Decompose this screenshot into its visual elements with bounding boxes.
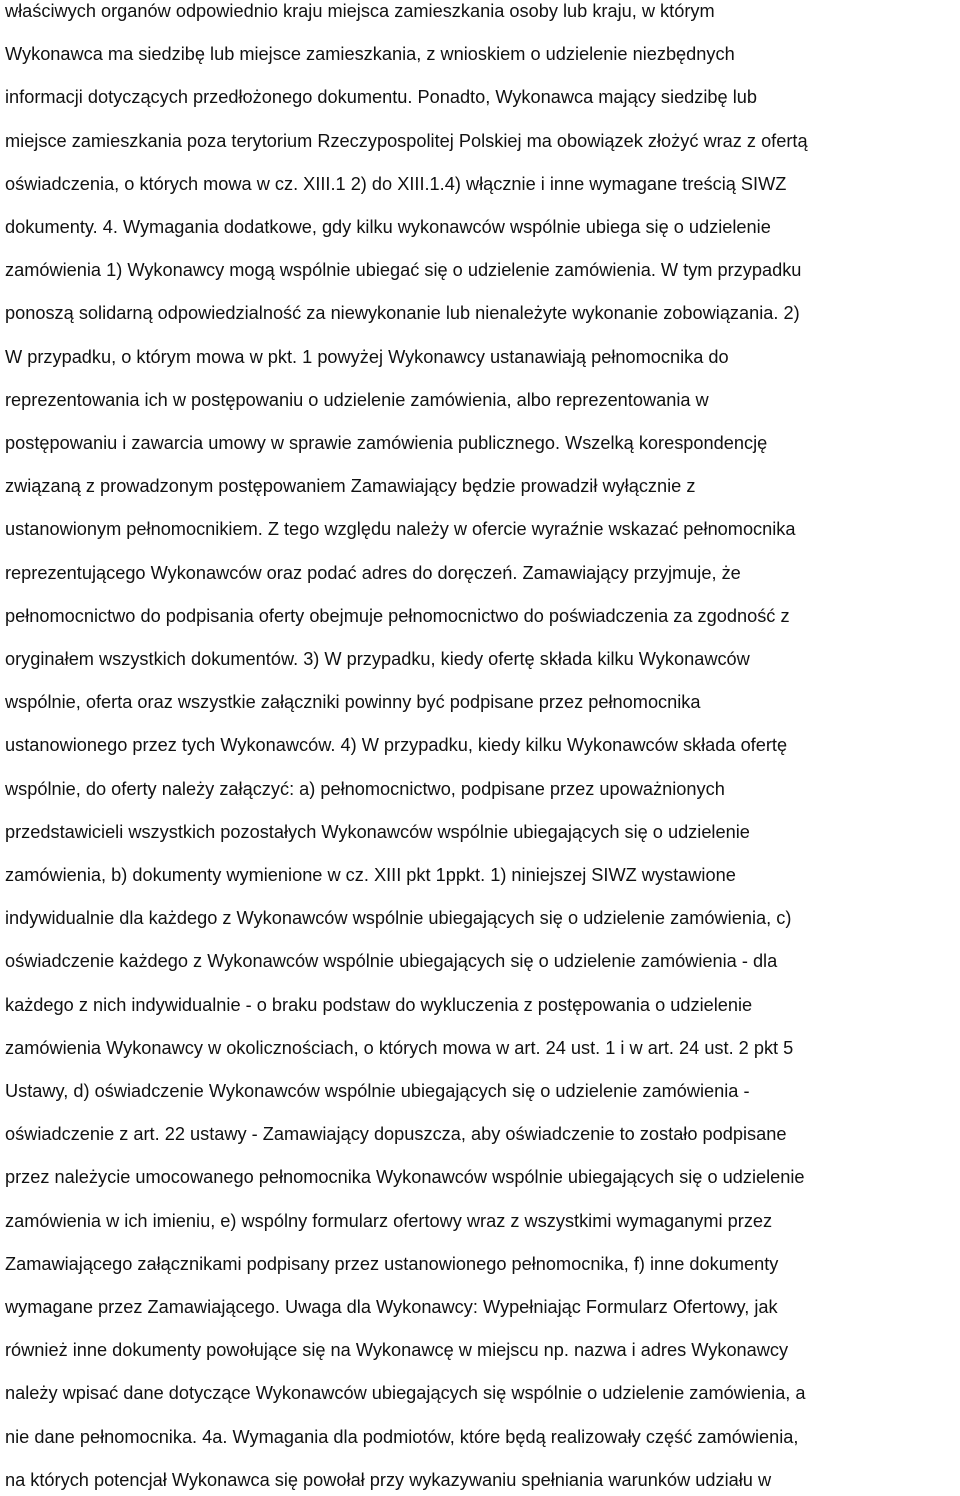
text-line: wspólnie, do oferty należy załączyć: a) pełnomocnictwo, podpisane przez upoważnionych — [5, 779, 725, 799]
text-line: W przypadku, o którym mowa w pkt. 1 powyżej Wykonawcy ustanawiają pełnomocnika do — [5, 347, 729, 367]
text-line: pełnomocnictwo do podpisania oferty obejmuje pełnomocnictwo do poświadczenia za zgodność z — [5, 606, 790, 626]
text-line: nie dane pełnomocnika. 4a. Wymagania dla podmiotów, które będą realizowały część zamówienia, — [5, 1427, 799, 1447]
text-line: oświadczenie z art. 22 ustawy - Zamawiający dopuszcza, aby oświadczenie to zostało podpisane — [5, 1124, 787, 1144]
text-line: należy wpisać dane dotyczące Wykonawców ubiegających się wspólnie o udzielenie zamówienia, a — [5, 1383, 806, 1403]
text-line: właściwych organów odpowiednio kraju miejsca zamieszkania osoby lub kraju, w którym — [5, 1, 715, 21]
text-line: reprezentowania ich w postępowaniu o udzielenie zamówienia, albo reprezentowania w — [5, 390, 709, 410]
text-line: Ustawy, d) oświadczenie Wykonawców wspólnie ubiegających się o udzielenie zamówienia - — [5, 1081, 750, 1101]
text-line: również inne dokumenty powołujące się na Wykonawcę w miejscu np. nazwa i adres Wykonawcy — [5, 1340, 789, 1360]
text-line: miejsce zamieszkania poza terytorium Rzeczypospolitej Polskiej ma obowiązek złożyć wraz z ofertą — [5, 131, 808, 151]
text-line: ustanowionym pełnomocnikiem. Z tego względu należy w ofercie wyraźnie wskazać pełnomocnika — [5, 519, 796, 539]
text-line: na których potencjał Wykonawca się powołał przy wykazywaniu spełniania warunków udziału w — [5, 1470, 772, 1490]
text-line: przez należycie umocowanego pełnomocnika Wykonawców wspólnie ubiegających się o udzielenie — [5, 1167, 805, 1187]
text-line: dokumenty. 4. Wymagania dodatkowe, gdy kilku wykonawców wspólnie ubiega się o udzielenie — [5, 217, 771, 237]
text-line: postępowaniu i zawarcia umowy w sprawie zamówienia publicznego. Wszelką korespondencję — [5, 433, 768, 453]
text-line: indywidualnie dla każdego z Wykonawców wspólnie ubiegających się o udzielenie zamówienia, c) — [5, 908, 792, 928]
text-line: zamówienia 1) Wykonawcy mogą wspólnie ubiegać się o udzielenie zamówienia. W tym przypadku — [5, 260, 802, 280]
text-line: zamówienia Wykonawcy w okolicznościach, o których mowa w art. 24 ust. 1 i w art. 24 ust. 2 pkt 5 — [5, 1038, 794, 1058]
text-line: oryginałem wszystkich dokumentów. 3) W przypadku, kiedy ofertę składa kilku Wykonawców — [5, 649, 750, 669]
text-line: wspólnie, oferta oraz wszystkie załączniki powinny być podpisane przez pełnomocnika — [5, 692, 701, 712]
text-line: zamówienia w ich imieniu, e) wspólny formularz ofertowy wraz z wszystkimi wymaganymi przez — [5, 1211, 773, 1231]
text-line: oświadczenie każdego z Wykonawców wspólnie ubiegających się o udzielenie zamówienia - dla — [5, 951, 778, 971]
text-line: wymagane przez Zamawiającego. Uwaga dla Wykonawcy: Wypełniając Formularz Ofertowy, jak — [5, 1297, 778, 1317]
text-line: zamówienia, b) dokumenty wymienione w cz. XIII pkt 1ppkt. 1) niniejszej SIWZ wystawione — [5, 865, 736, 885]
text-line: Zamawiającego załącznikami podpisany przez ustanowionego pełnomocnika, f) inne dokumenty — [5, 1254, 779, 1274]
text-line: przedstawicieli wszystkich pozostałych Wykonawców wspólnie ubiegających się o udzielenie — [5, 822, 750, 842]
text-line: ustanowionego przez tych Wykonawców. 4) W przypadku, kiedy kilku Wykonawców składa ofertę — [5, 735, 788, 755]
text-line: każdego z nich indywidualnie - o braku podstaw do wykluczenia z postępowania o udzielenie — [5, 995, 753, 1015]
text-line: reprezentującego Wykonawców oraz podać adres do doręczeń. Zamawiający przyjmuje, że — [5, 563, 741, 583]
text-line: informacji dotyczących przedłożonego dokumentu. Ponadto, Wykonawca mający siedzibę lub — [5, 87, 757, 107]
text-line: Wykonawca ma siedzibę lub miejsce zamieszkania, z wnioskiem o udzielenie niezbędnych — [5, 44, 735, 64]
text-line: związaną z prowadzonym postępowaniem Zamawiający będzie prowadził wyłącznie z — [5, 476, 696, 496]
text-line: oświadczenia, o których mowa w cz. XIII.1 2) do XIII.1.4) włącznie i inne wymagane treścią SIWZ — [5, 174, 787, 194]
text-line: ponoszą solidarną odpowiedzialność za niewykonanie lub nienależyte wykonanie zobowiązania. 2) — [5, 303, 800, 323]
